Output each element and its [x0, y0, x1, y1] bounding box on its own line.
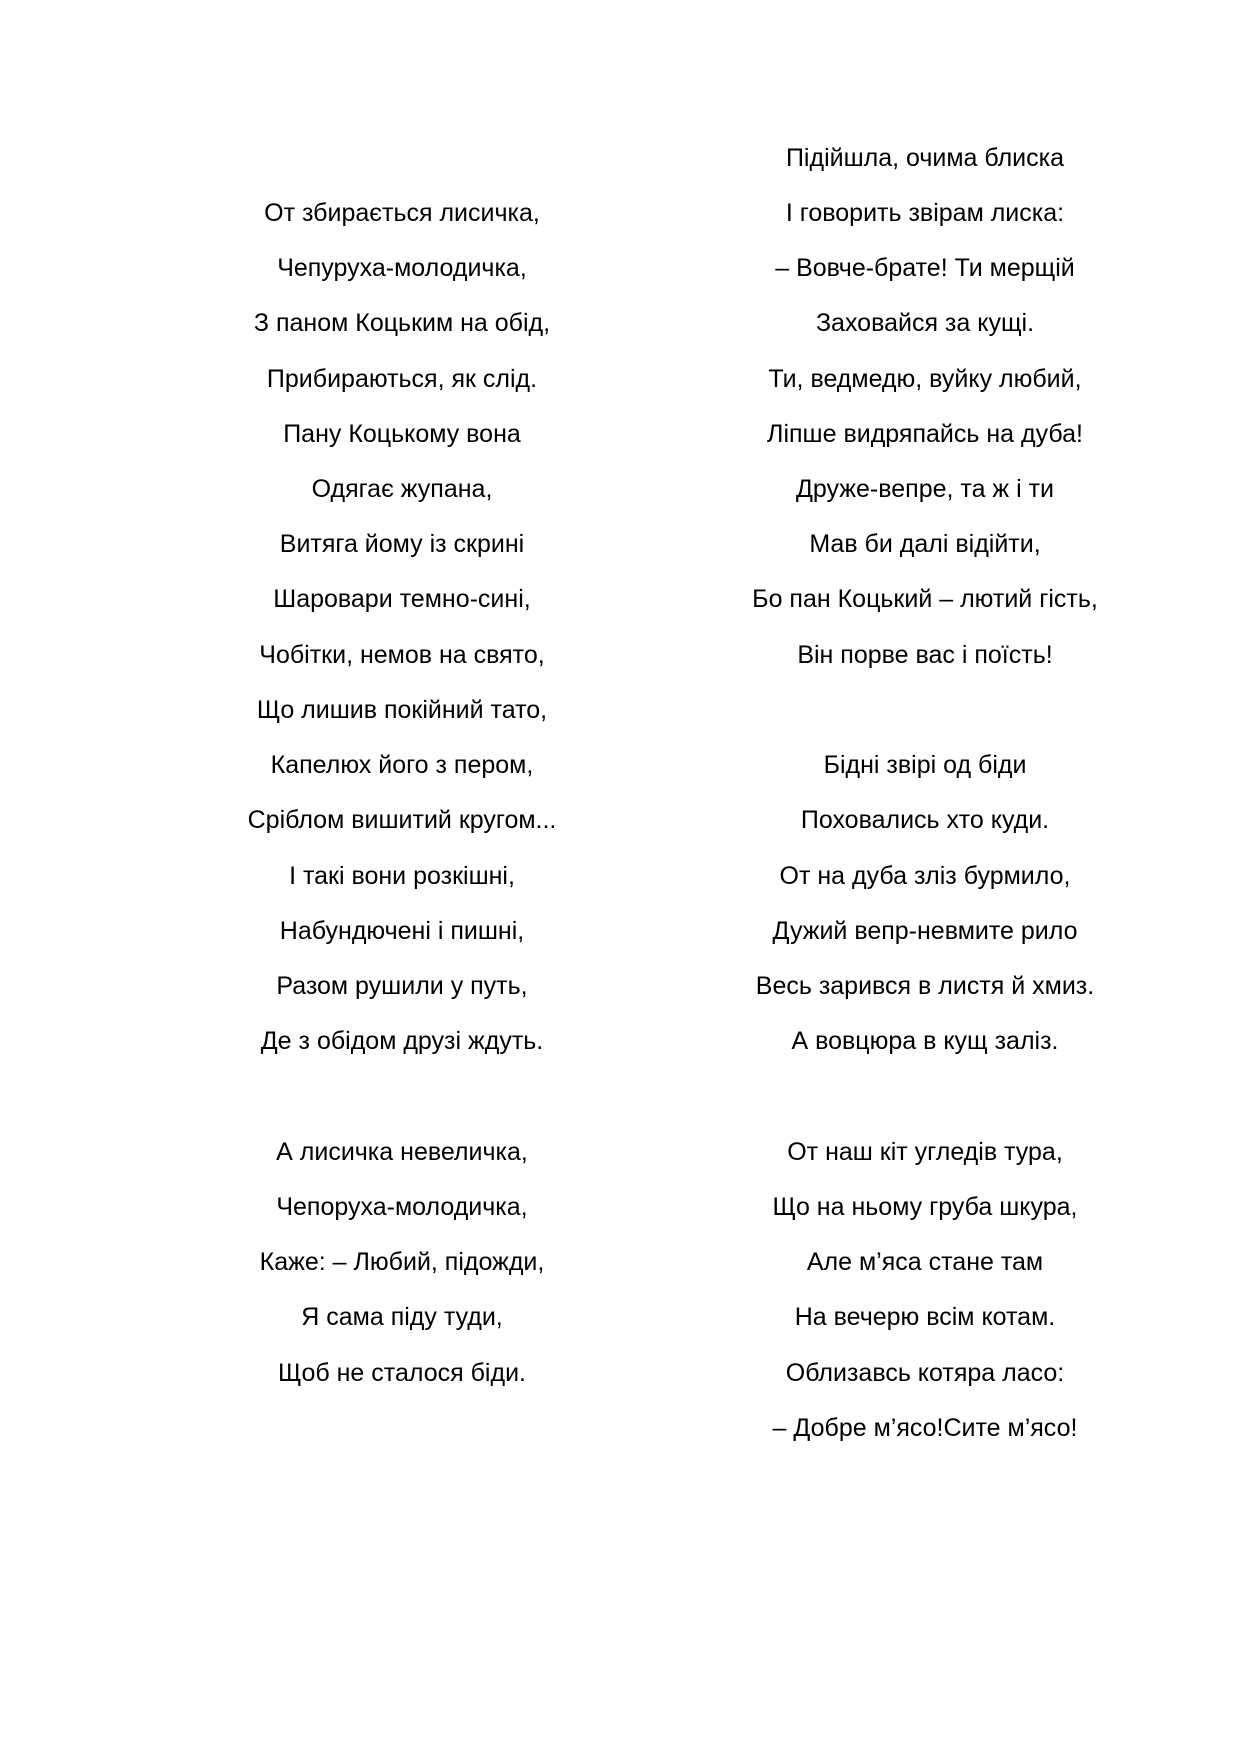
poem-line: Друже-вепре, та ж і ти — [795, 475, 1055, 503]
poem-line: – Вовче-брате! Ти мерщій — [775, 254, 1075, 282]
poem-line: Що на ньому груба шкура, — [772, 1193, 1078, 1221]
poem-line: Де з обідом друзі ждуть. — [260, 1027, 544, 1055]
poem-line: Набундючені і пишні, — [279, 917, 525, 945]
poem-line: На вечерю всім котам. — [794, 1303, 1056, 1331]
poem-line: – Добре м’ясо!Сите м’ясо! — [772, 1414, 1078, 1442]
poem-line: І говорить звірам лиска: — [785, 199, 1065, 227]
poem-line: От на дуба зліз бурмило, — [779, 862, 1071, 890]
poem-line: Чобітки, немов на свято, — [259, 641, 545, 669]
poem-line: Пану Коцькому вона — [283, 420, 521, 448]
poem-line: Прибираються, як слід. — [266, 365, 538, 393]
poem-line: А лисичка невеличка, — [276, 1138, 528, 1166]
poem-line: Чепуруха-молодичка, — [277, 254, 527, 282]
poem-line: І такі вони розкішні, — [289, 862, 515, 890]
poem-line: Бо пан Коцький – лютий гість, — [752, 585, 1098, 613]
poem-line: Облизавсь котяра ласо: — [785, 1359, 1065, 1387]
poem-line: Але м’яса стане там — [806, 1248, 1044, 1276]
poem-line: От збирається лисичка, — [264, 199, 540, 227]
poem-line: Чепоруха-молодичка, — [276, 1193, 528, 1221]
poem-line: Я сама піду туди, — [301, 1303, 503, 1331]
poem-line: Весь зарився в листя й хмиз. — [755, 972, 1095, 1000]
poem-line: Заховайся за кущі. — [815, 309, 1035, 337]
poem-line: Разом рушили у путь, — [276, 972, 528, 1000]
poem-line: Дужий вепр-невмите рило — [772, 917, 1078, 945]
poem-line: Сріблом вишитий кругом... — [247, 806, 557, 834]
poem-line: Капелюх його з пером, — [270, 751, 534, 779]
poem-line: А вовцюра в кущ заліз. — [791, 1027, 1059, 1055]
poem-line: Ліпше видряпайсь на дуба! — [767, 420, 1083, 448]
poem-line: Поховались хто куди. — [800, 806, 1050, 834]
poem-line: Що лишив покійний тато, — [256, 696, 548, 724]
poem-line: Ти, ведмедю, вуйку любий, — [768, 365, 1082, 393]
poem-line: Каже: – Любий, підожди, — [259, 1248, 545, 1276]
poem-line: Щоб не сталося біди. — [278, 1359, 526, 1387]
poem-line: З паном Коцьким на обід, — [253, 309, 551, 337]
poem-line: Мав би далі відійти, — [809, 530, 1041, 558]
poem-line: Одягає жупана, — [311, 475, 493, 503]
poem-line: От наш кіт угледів тура, — [787, 1138, 1063, 1166]
poem-line: Шаровари темно-сині, — [273, 585, 531, 613]
poem-line: Він порве вас і поїсть! — [797, 641, 1053, 669]
poem-line: Витяга йому із скрині — [279, 530, 525, 558]
poem-line: Бідні звірі од біди — [823, 751, 1027, 779]
poem-line: Підійшла, очима блиска — [785, 144, 1065, 172]
